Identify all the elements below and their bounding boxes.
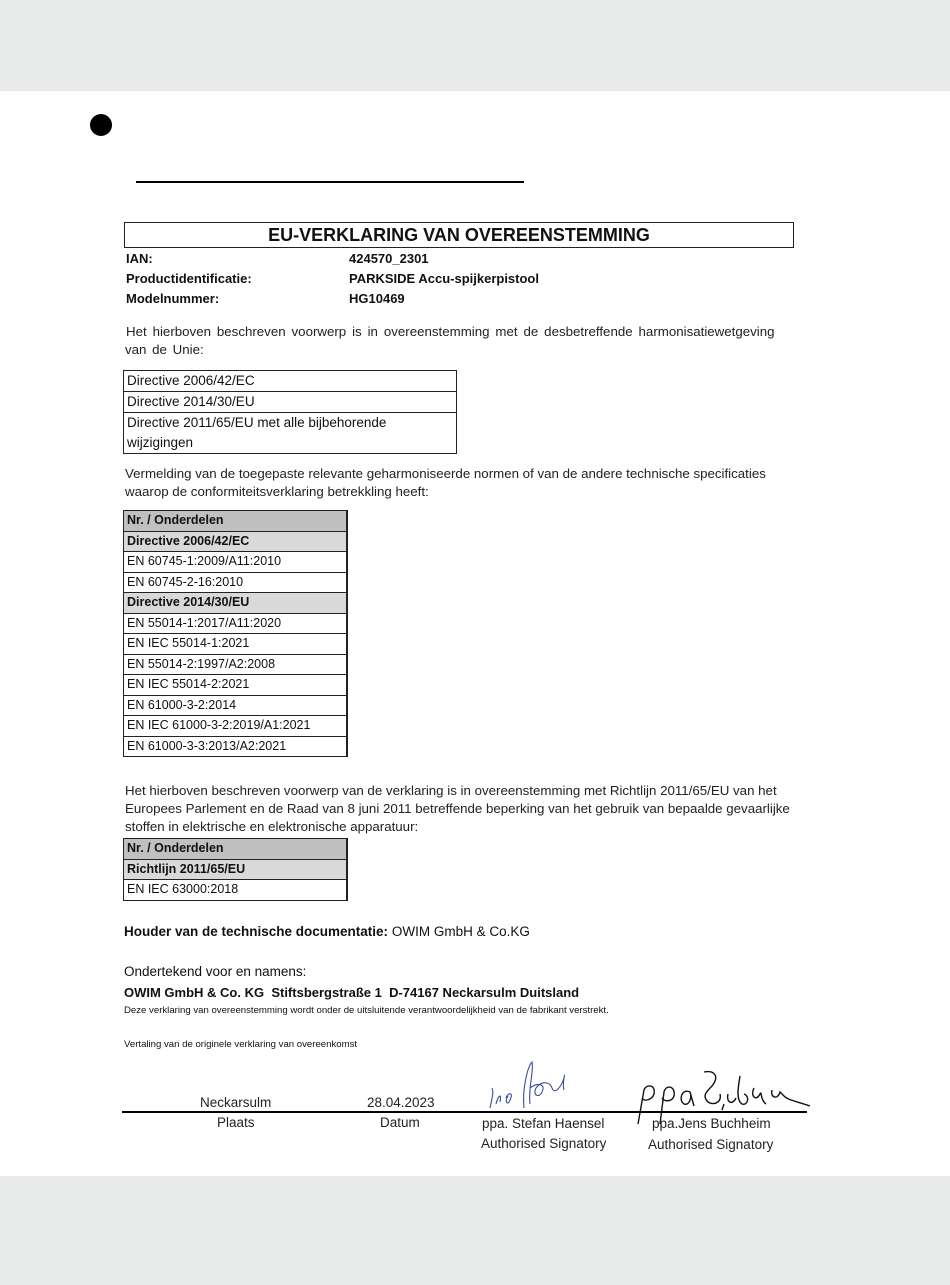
date-value: 28.04.2023 [367,1095,435,1110]
header-rule [136,181,524,183]
company-address: OWIM GmbH & Co. KG Stiftsbergstraße 1 D-74167 Neckarsulm Duitsland [124,985,580,1000]
norms-table [123,510,348,757]
model-value: HG10469 [349,291,405,306]
norms-intro-line-1: Vermelding van de toegepaste relevante geharmoniseerde normen of van de andere technische specificaties [125,466,766,481]
table-row: EN 60745-2-16:2010 [124,573,346,594]
signer1-role: Authorised Signatory [481,1136,607,1151]
table-header: Nr. / Onderdelen [124,511,346,532]
directive-item: Directive 2006/42/EC [124,371,456,392]
table-row: EN IEC 55014-1:2021 [124,634,346,655]
product-value: PARKSIDE Accu-spijkerpistool [349,271,539,286]
signed-for: Ondertekend voor en namens: [124,964,307,979]
signer1-name: ppa. Stefan Haensel [482,1116,605,1131]
table-row: EN 55014-1:2017/A11:2020 [124,614,346,635]
product-label: Productidentificatie: [126,271,252,286]
place-label: Plaats [217,1115,255,1130]
holder-label: Houder van de technische documentatie: [124,924,389,939]
ian-label: IAN: [126,251,153,266]
intro-line-2: van de Unie: [125,342,204,357]
rohs-table [123,838,348,901]
place-value: Neckarsulm [200,1095,272,1110]
intro-line-1: Het hierboven beschreven voorwerp is in overeenstemming met de desbetreffende harmonisatiewetgeving [126,324,775,339]
table-row: EN 61000-3-3:2013/A2:2021 [127,738,287,753]
norms-intro-line-2: waarop de conformiteitsverklaring betrekkling heeft: [125,484,429,499]
bullet-dot [90,114,112,136]
directive-item: wijzigingen [127,435,194,450]
table-row: EN 61000-3-2:2014 [124,696,346,717]
table-section: Directive 2014/30/EU [124,593,346,614]
title-box [124,222,794,248]
directive-item: Directive 2014/30/EU [124,392,456,413]
responsibility-note: Deze verklaring van overeenstemming wordt onder de uitsluitende verantwoordelijkheid van de fabrikant verstrekt. [124,1005,609,1016]
ian-value: 424570_2301 [349,251,429,266]
table-header: Nr. / Onderdelen [124,839,346,860]
translation-note: Vertaling van de originele verklaring van overeenkomst [124,1039,358,1050]
holder-line [124,924,530,939]
table-row: EN 60745-1:2009/A11:2010 [124,552,346,573]
table-row: EN 55014-2:1997/A2:2008 [124,655,346,676]
table-section: Richtlijn 2011/65/EU [124,860,346,881]
signer2-role: Authorised Signatory [648,1137,774,1152]
signer2-name: ppa.Jens Buchheim [652,1116,771,1131]
doc-title: EU-VERKLARING VAN OVEREENSTEMMING [268,225,650,245]
holder-value: OWIM GmbH & Co.KG [391,924,530,939]
directives-box [123,370,457,454]
directive-item: Directive 2011/65/EU met alle bijbehorende [127,415,387,430]
table-section: Directive 2006/42/EC [124,532,346,553]
table-row: EN IEC 63000:2018 [127,882,239,896]
rohs-line-1: Het hierboven beschreven voorwerp van de verklaring is in overeenstemming met Richtlijn 2011/65/EU van het [125,783,777,798]
signature-line [122,1111,807,1113]
date-label: Datum [380,1115,420,1130]
table-row: EN IEC 61000-3-2:2019/A1:2021 [124,716,346,737]
model-label: Modelnummer: [126,291,220,306]
rohs-line-2: Europees Parlement en de Raad van 8 juni 2011 betreffende beperking van het gebruik van bepaalde gevaarlijke [125,801,790,816]
table-row: EN IEC 55014-2:2021 [124,675,346,696]
rohs-line-3: stoffen in elektrische en elektronische apparatuur: [125,819,419,834]
